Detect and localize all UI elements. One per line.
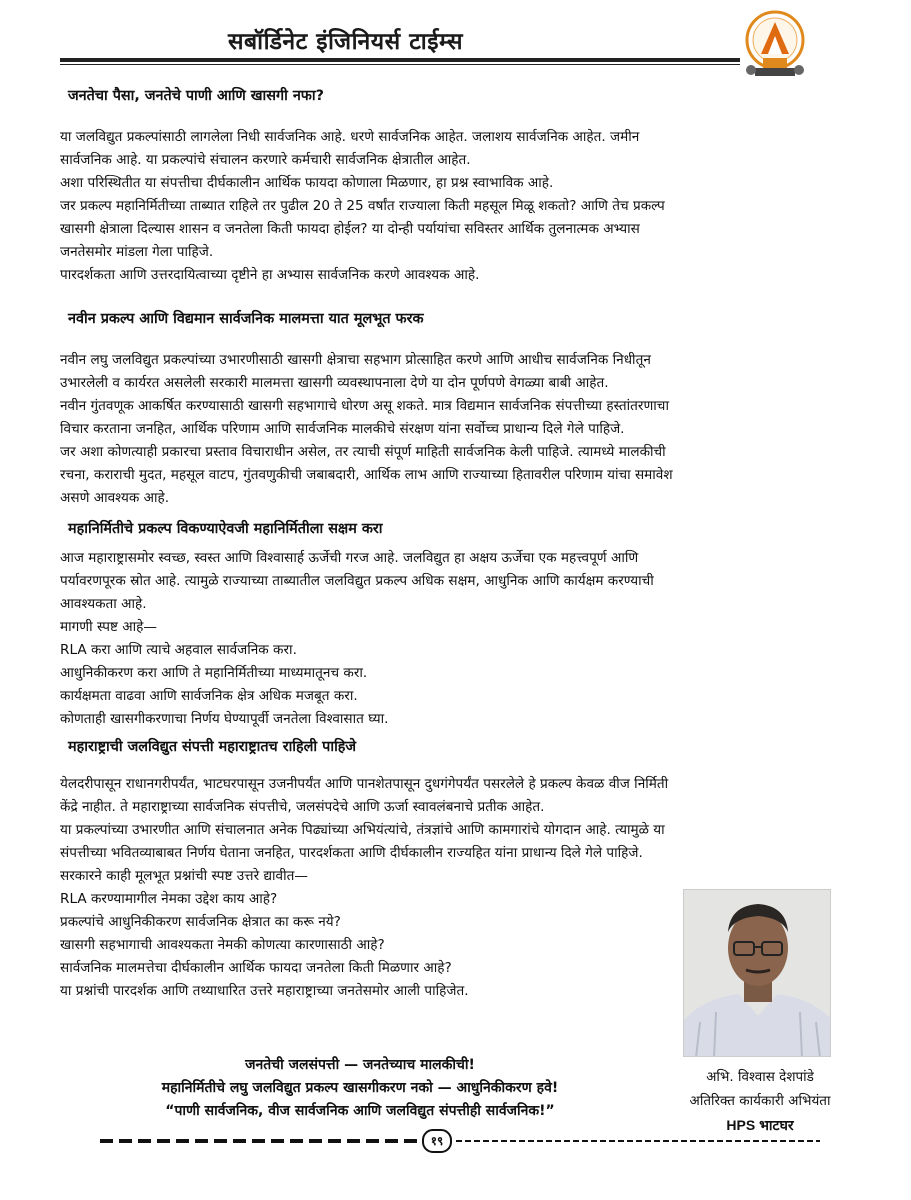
footer-rule-left bbox=[100, 1139, 418, 1143]
text-line: येलदरीपासून राधानगरीपर्यंत, भाटघरपासून उजनीपर्यंत आणि पानशेतपासून दुधगंगेपर्यंत पसरलेले हे प्रकल्प केवळ वीज निर्मिती bbox=[60, 776, 669, 792]
list-item: सार्वजनिक मालमत्तेचा दीर्घकालीन आर्थिक फायदा जनतेला किती मिळणार आहे? bbox=[60, 960, 452, 976]
slogan-line: महानिर्मितीचे लघु जलविद्युत प्रकल्प खासगीकरण नको — आधुनिकीकरण हवे! bbox=[161, 1080, 559, 1096]
section-paragraph bbox=[60, 547, 860, 731]
closing-slogans bbox=[60, 1054, 660, 1123]
list-item: आधुनिकीकरण करा आणि ते महानिर्मितीच्या माध्यमातूनच करा. bbox=[60, 665, 368, 681]
text-line: आवश्यकता आहे. bbox=[60, 596, 147, 612]
article-body bbox=[60, 82, 860, 1003]
author-photo bbox=[683, 889, 831, 1057]
section-heading: जनतेचा पैसा, जनतेचे पाणी आणि खासगी नफा? bbox=[68, 88, 324, 104]
text-line: जनतेसमोर मांडला गेला पाहिजे. bbox=[60, 244, 214, 260]
section-heading: महानिर्मितीचे प्रकल्प विकण्याऐवजी महानिर्मितीला सक्षम करा bbox=[68, 521, 383, 537]
text-line: नवीन लघु जलविद्युत प्रकल्पांच्या उभारणीसाठी खासगी क्षेत्राचा सहभाग प्रोत्साहित करणे आणि आधीच सार्वजनिक निधीतून bbox=[60, 352, 651, 368]
text-line: विचार करताना जनहित, आर्थिक परिणाम आणि सार्वजनिक मालकीचे संरक्षण यांना सर्वोच्च प्राधान्य दिले गेले पाहिजे. bbox=[60, 421, 625, 437]
text-line: जर अशा कोणत्याही प्रकारचा प्रस्ताव विचाराधीन असेल, तर त्याची संपूर्ण माहिती सार्वजनिक केली पाहिजे. त्यामध्ये मालकीची bbox=[60, 444, 666, 460]
text-line: केंद्रे नाहीत. ते महाराष्ट्राच्या सार्वजनिक संपत्तीचे, जलसंपदेचे आणि ऊर्जा स्वावलंबनाचे प्रतीक आहेत. bbox=[60, 799, 545, 815]
slogan-line: “पाणी सार्वजनिक, वीज सार्वजनिक आणि जलविद्युत संपत्तीही सार्वजनिक!” bbox=[165, 1103, 555, 1119]
text-line: खासगी क्षेत्राला दिल्यास शासन व जनतेला किती फायदा होईल? या दोन्ही पर्यायांचा सविस्तर आर्थिक तुलनात्मक अभ्यास bbox=[60, 221, 640, 237]
text-line: आज महाराष्ट्रासमोर स्वच्छ, स्वस्त आणि विश्वासार्ह ऊर्जेची गरज आहे. जलविद्युत हा अक्षय ऊर्जेचा एक महत्त्वपूर्ण आणि bbox=[60, 550, 639, 566]
header-rule bbox=[60, 58, 740, 62]
text-line: मागणी स्पष्ट आहे— bbox=[60, 619, 157, 635]
text-line: संपत्तीच्या भवितव्याबाबत निर्णय घेताना जनहित, पारदर्शकता आणि दीर्घकालीन राज्यहित यांना प्राधान्य दिले गेले पाहिजे. bbox=[60, 845, 643, 861]
list-item: या प्रश्नांची पारदर्शक आणि तथ्याधारित उत्तरे महाराष्ट्राच्या जनतेसमोर आली पाहिजेत. bbox=[60, 983, 469, 999]
header-rule-thin bbox=[60, 64, 740, 65]
author-office: HPS भाटघर bbox=[726, 1117, 794, 1133]
text-line: असणे आवश्यक आहे. bbox=[60, 490, 170, 506]
footer-rule-right bbox=[456, 1140, 820, 1142]
list-item: कार्यक्षमता वाढवा आणि सार्वजनिक क्षेत्र अधिक मजबूत करा. bbox=[60, 688, 358, 704]
text-line: सरकारने काही मूलभूत प्रश्नांची स्पष्ट उत्तरे द्यावीत— bbox=[60, 868, 308, 884]
list-item: कोणताही खासगीकरणाचा निर्णय घेण्यापूर्वी जनतेला विश्वासात घ्या. bbox=[60, 711, 389, 727]
section-paragraph bbox=[60, 126, 860, 287]
author-caption bbox=[655, 1065, 865, 1137]
page-number: १९ bbox=[422, 1129, 452, 1153]
text-line: उभारलेली व कार्यरत असलेली सरकारी मालमत्ता खासगी व्यवस्थापनाला देणे या दोन पूर्णपणे वेगळ्या बाबी आहेत. bbox=[60, 375, 609, 391]
text-line: सार्वजनिक आहे. या प्रकल्पांचे संचालन करणारे कर्मचारी सार्वजनिक क्षेत्रातील आहेत. bbox=[60, 152, 471, 168]
page-header bbox=[0, 0, 911, 80]
list-item: प्रकल्पांचे आधुनिकीकरण सार्वजनिक क्षेत्रात का करू नये? bbox=[60, 914, 341, 930]
author-name: अभि. विश्वास देशपांडे bbox=[706, 1069, 814, 1085]
text-line: या प्रकल्पांच्या उभारणीत आणि संचालनात अनेक पिढ्यांच्या अभियंत्यांचे, तंत्रज्ञांचे आणि कामगारांचे योगदान आहे. त्यामुळे या bbox=[60, 822, 665, 838]
text-line: रचना, कराराची मुदत, महसूल वाटप, गुंतवणुकीची जबाबदारी, आर्थिक लाभ आणि राज्याच्या हितावरील परिणाम यांचा समावेश bbox=[60, 467, 673, 483]
publication-title: सबॉर्डिनेट इंजिनियर्स टाईम्स bbox=[228, 29, 464, 55]
list-item: खासगी सहभागाची आवश्यकता नेमकी कोणत्या कारणासाठी आहे? bbox=[60, 937, 385, 953]
list-item: RLA करण्यामागील नेमका उद्देश काय आहे? bbox=[60, 891, 278, 907]
person-portrait-icon bbox=[684, 890, 831, 1057]
slogan-line: जनतेची जलसंपत्ती — जनतेच्याच मालकीची! bbox=[245, 1057, 475, 1073]
text-line: पारदर्शकता आणि उत्तरदायित्वाच्या दृष्टीने हा अभ्यास सार्वजनिक करणे आवश्यक आहे. bbox=[60, 267, 480, 283]
section-paragraph bbox=[60, 349, 860, 510]
text-line: जर प्रकल्प महानिर्मितीच्या ताब्यात राहिले तर पुढील 20 ते 25 वर्षांत राज्याला किती महसूल मिळू शकतो? आणि तेच प्रकल्प bbox=[60, 198, 665, 214]
list-item: RLA करा आणि त्याचे अहवाल सार्वजनिक करा. bbox=[60, 642, 297, 658]
text-line: या जलविद्युत प्रकल्पांसाठी लागलेला निधी सार्वजनिक आहे. धरणे सार्वजनिक आहेत. जलाशय सार्वजनिक आहेत. जमीन bbox=[60, 129, 640, 145]
text-line: नवीन गुंतवणूक आकर्षित करण्यासाठी खासगी सहभागाचे धोरण असू शकते. मात्र विद्यमान सार्वजनिक संपत्तीच्या हस्तांतरणाचा bbox=[60, 398, 669, 414]
page-footer bbox=[100, 1134, 820, 1157]
section-heading: महाराष्ट्राची जलविद्युत संपत्ती महाराष्ट्रातच राहिली पाहिजे bbox=[68, 739, 357, 755]
section-heading: नवीन प्रकल्प आणि विद्यमान सार्वजनिक मालमत्ता यात मूलभूत फरक bbox=[68, 311, 424, 327]
text-line: अशा परिस्थितीत या संपत्तीचा दीर्घकालीन आर्थिक फायदा कोणाला मिळणार, हा प्रश्न स्वाभाविक आहे. bbox=[60, 175, 554, 191]
association-logo-icon bbox=[741, 8, 809, 80]
author-designation: अतिरिक्त कार्यकारी अभियंता bbox=[689, 1093, 831, 1109]
text-line: पर्यावरणपूरक स्रोत आहे. त्यामुळे राज्याच्या ताब्यातील जलविद्युत प्रकल्प अधिक सक्षम, आधुनिक आणि कार्यक्षम करण्याची bbox=[60, 573, 654, 589]
